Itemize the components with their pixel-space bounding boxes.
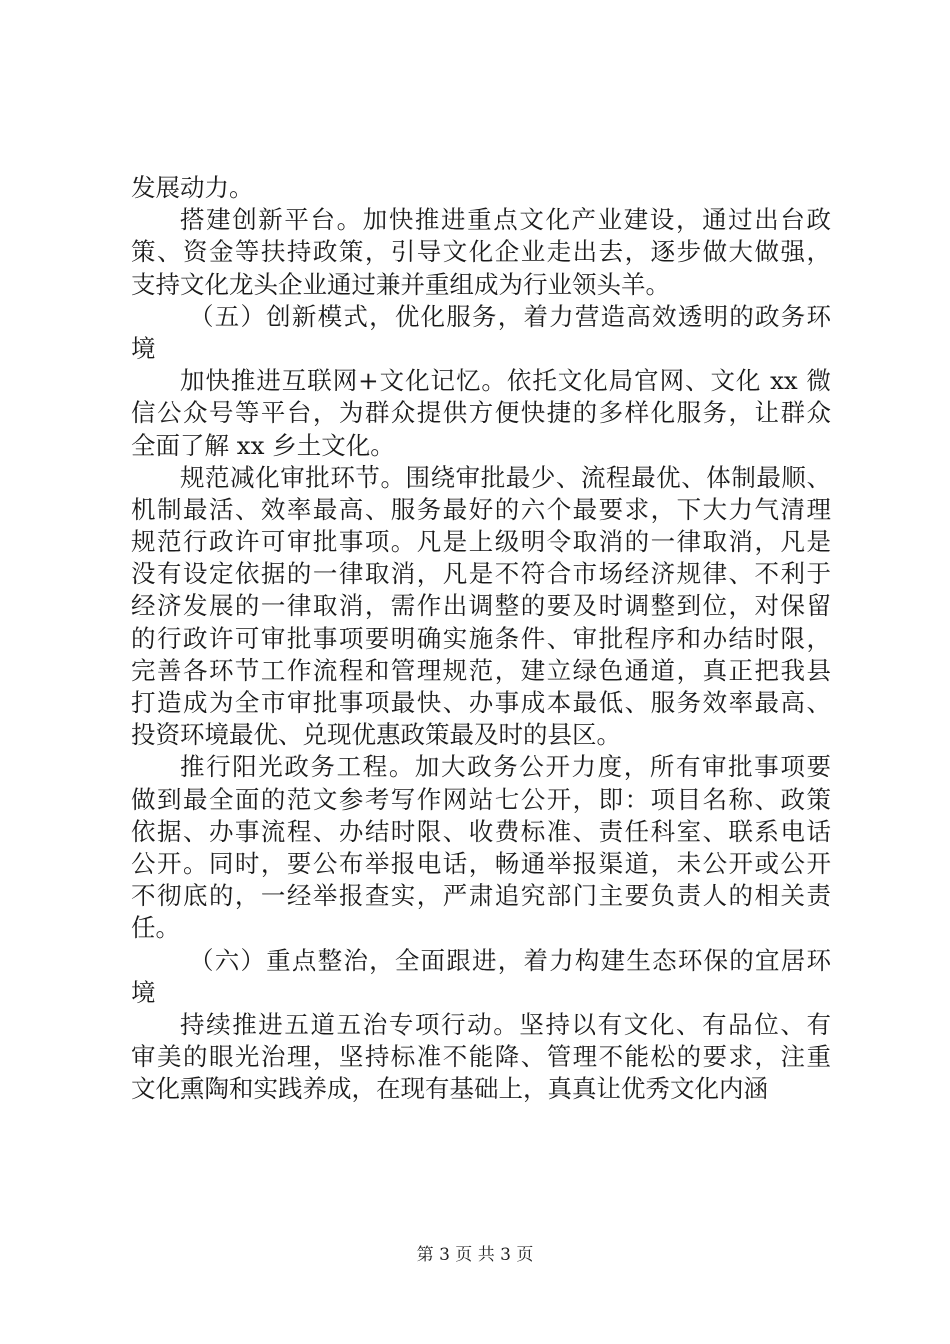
- text-line: 规范行政许可审批事项。凡是上级明令取消的一律取消，凡是: [131, 527, 831, 557]
- text-line: （五）创新模式，优化服务，着力营造高效透明的政务环: [189, 301, 831, 331]
- text-line: 境: [131, 977, 156, 1007]
- text-line: 机制最活、效率最高、服务最好的六个最要求，下大力气清理: [131, 494, 831, 524]
- text-line: 不彻底的，一经举报查实，严肃追究部门主要负责人的相关责: [131, 881, 831, 911]
- text-line: 公开。同时，要公布举报电话，畅通举报渠道，未公开或公开: [131, 848, 831, 878]
- text-line: 没有设定依据的一律取消，凡是不符合市场经济规律、不利于: [131, 559, 831, 589]
- text-line: 加快推进互联网+文化记忆。依托文化局官网、文化 xx 微: [180, 366, 831, 396]
- text-line: 持续推进五道五治专项行动。坚持以有文化、有品位、有: [180, 1009, 831, 1039]
- document-body: [131, 172, 831, 1105]
- text-line: 策、资金等扶持政策，引导文化企业走出去，逐步做大做强，: [131, 237, 831, 267]
- page-footer: 第 3 页 共 3 页: [416, 1245, 534, 1265]
- text-line: 全面了解 xx 乡土文化。: [131, 430, 395, 460]
- text-line: 经济发展的一律取消，需作出调整的要及时调整到位，对保留: [131, 591, 831, 621]
- text-line: （六）重点整治，全面跟进，着力构建生态环保的宜居环: [189, 945, 831, 975]
- text-line: 投资环境最优、兑现优惠政策最及时的县区。: [131, 720, 621, 750]
- text-line: 搭建创新平台。加快推进重点文化产业建设，通过出台政: [180, 205, 831, 235]
- text-line: 文化熏陶和实践养成，在现有基础上，真真让优秀文化内涵: [131, 1074, 768, 1104]
- text-line: 支持文化龙头企业通过兼并重组成为行业领头羊。: [131, 269, 670, 299]
- text-line: 信公众号等平台，为群众提供方便快捷的多样化服务，让群众: [131, 398, 831, 428]
- text-line: 做到最全面的范文参考写作网站七公开，即：项目名称、政策: [131, 784, 831, 814]
- text-line: 打造成为全市审批事项最快、办事成本最低、服务效率最高、: [131, 688, 831, 717]
- text-line: 依据、办事流程、办结时限、收费标准、责任科室、联系电话: [131, 816, 831, 846]
- text-line: 任。: [131, 913, 180, 943]
- text-line: 完善各环节工作流程和管理规范，建立绿色通道，真正把我县: [131, 655, 831, 685]
- text-line: 发展动力。: [131, 173, 254, 202]
- text-line: 审美的眼光治理，坚持标准不能降、管理不能松的要求，注重: [131, 1042, 831, 1072]
- text-line: 境: [131, 333, 156, 363]
- text-line: 的行政许可审批事项要明确实施条件、审批程序和办结时限，: [131, 623, 831, 653]
- text-line: 规范减化审批环节。围绕审批最少、流程最优、体制最顺、: [180, 462, 831, 492]
- text-line: 推行阳光政务工程。加大政务公开力度，所有审批事项要: [180, 752, 831, 782]
